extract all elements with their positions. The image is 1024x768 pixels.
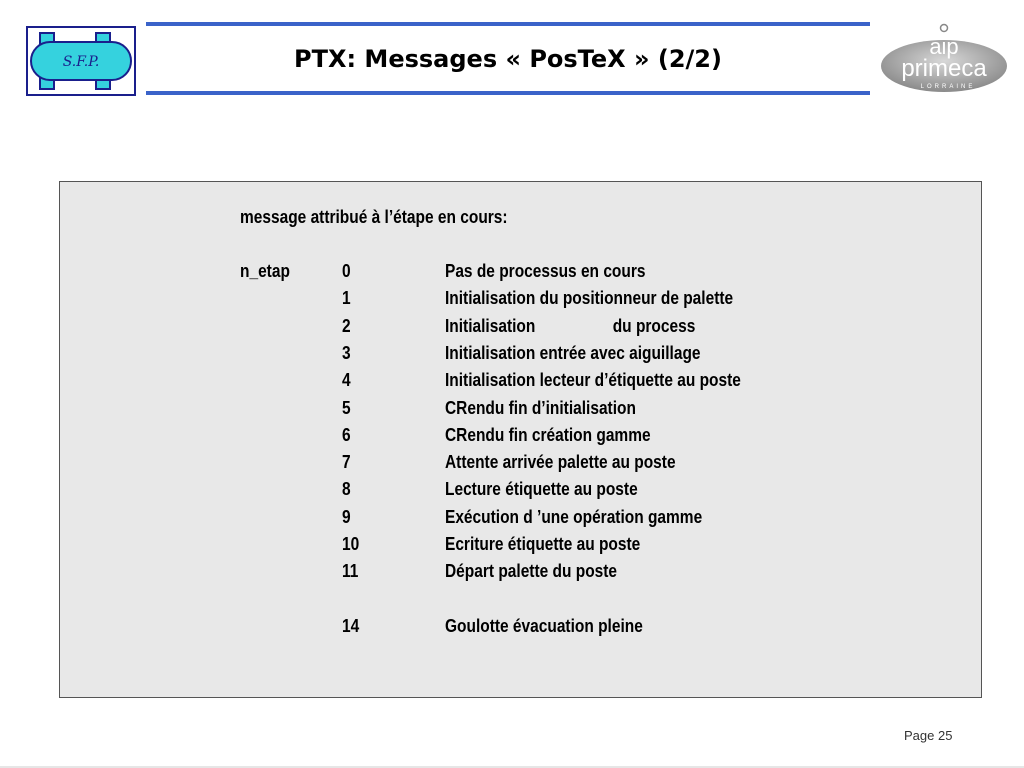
primeca-logo-text: primeca [901, 55, 987, 82]
step-description: Attente arrivée palette au poste [445, 452, 676, 473]
sfp-logo [26, 26, 136, 96]
sfp-logo-text: S.F.P. [62, 54, 100, 70]
message-table-box [59, 181, 982, 698]
step-description: Lecture étiquette au poste [445, 479, 638, 500]
step-number: 10 [342, 534, 360, 554]
step-number: 5 [342, 397, 351, 418]
page-number: Page 25 [904, 728, 953, 743]
lorraine-logo-text: LORRAINE [920, 84, 976, 90]
step-description: CRendu fin d’initialisation [445, 397, 636, 418]
step-number: 14 [342, 615, 360, 636]
step-number: 1 [342, 288, 351, 309]
step-number: 8 [342, 479, 351, 500]
step-number: 9 [342, 506, 351, 527]
aip-logo-text: aip [929, 34, 959, 59]
step-description: Goulotte évacuation pleine [445, 615, 643, 636]
step-number: 7 [342, 452, 351, 473]
step-number: 4 [342, 370, 351, 391]
step-number: 2 [342, 315, 351, 336]
step-number: 11 [342, 561, 359, 582]
step-description: Initialisation lecteur d’étiquette au poste [445, 370, 741, 391]
aip-primeca-logo [878, 22, 1012, 94]
step-description: Départ palette du poste [445, 561, 618, 582]
step-description: Initialisation du process [445, 315, 696, 336]
step-description: Exécution d ’une opération gamme [445, 506, 703, 527]
step-description: Ecriture étiquette au poste [445, 534, 641, 554]
title-rule-top [146, 22, 870, 26]
intro-text: message attribué à l’étape en cours: [240, 207, 508, 227]
step-description: Initialisation du positionneur de palette [445, 288, 734, 309]
step-description: CRendu fin création gamme [445, 424, 651, 445]
step-number: 6 [342, 424, 351, 445]
variable-name: n_etap [240, 261, 290, 281]
title-rule-bottom [146, 91, 870, 95]
step-number: 0 [342, 261, 351, 281]
step-description: Pas de processus en cours [445, 261, 646, 281]
step-description: Initialisation entrée avec aiguillage [445, 342, 701, 363]
slide-title: PTX: Messages « PosTeX » (2/2) [294, 45, 722, 73]
step-number: 3 [342, 342, 351, 363]
